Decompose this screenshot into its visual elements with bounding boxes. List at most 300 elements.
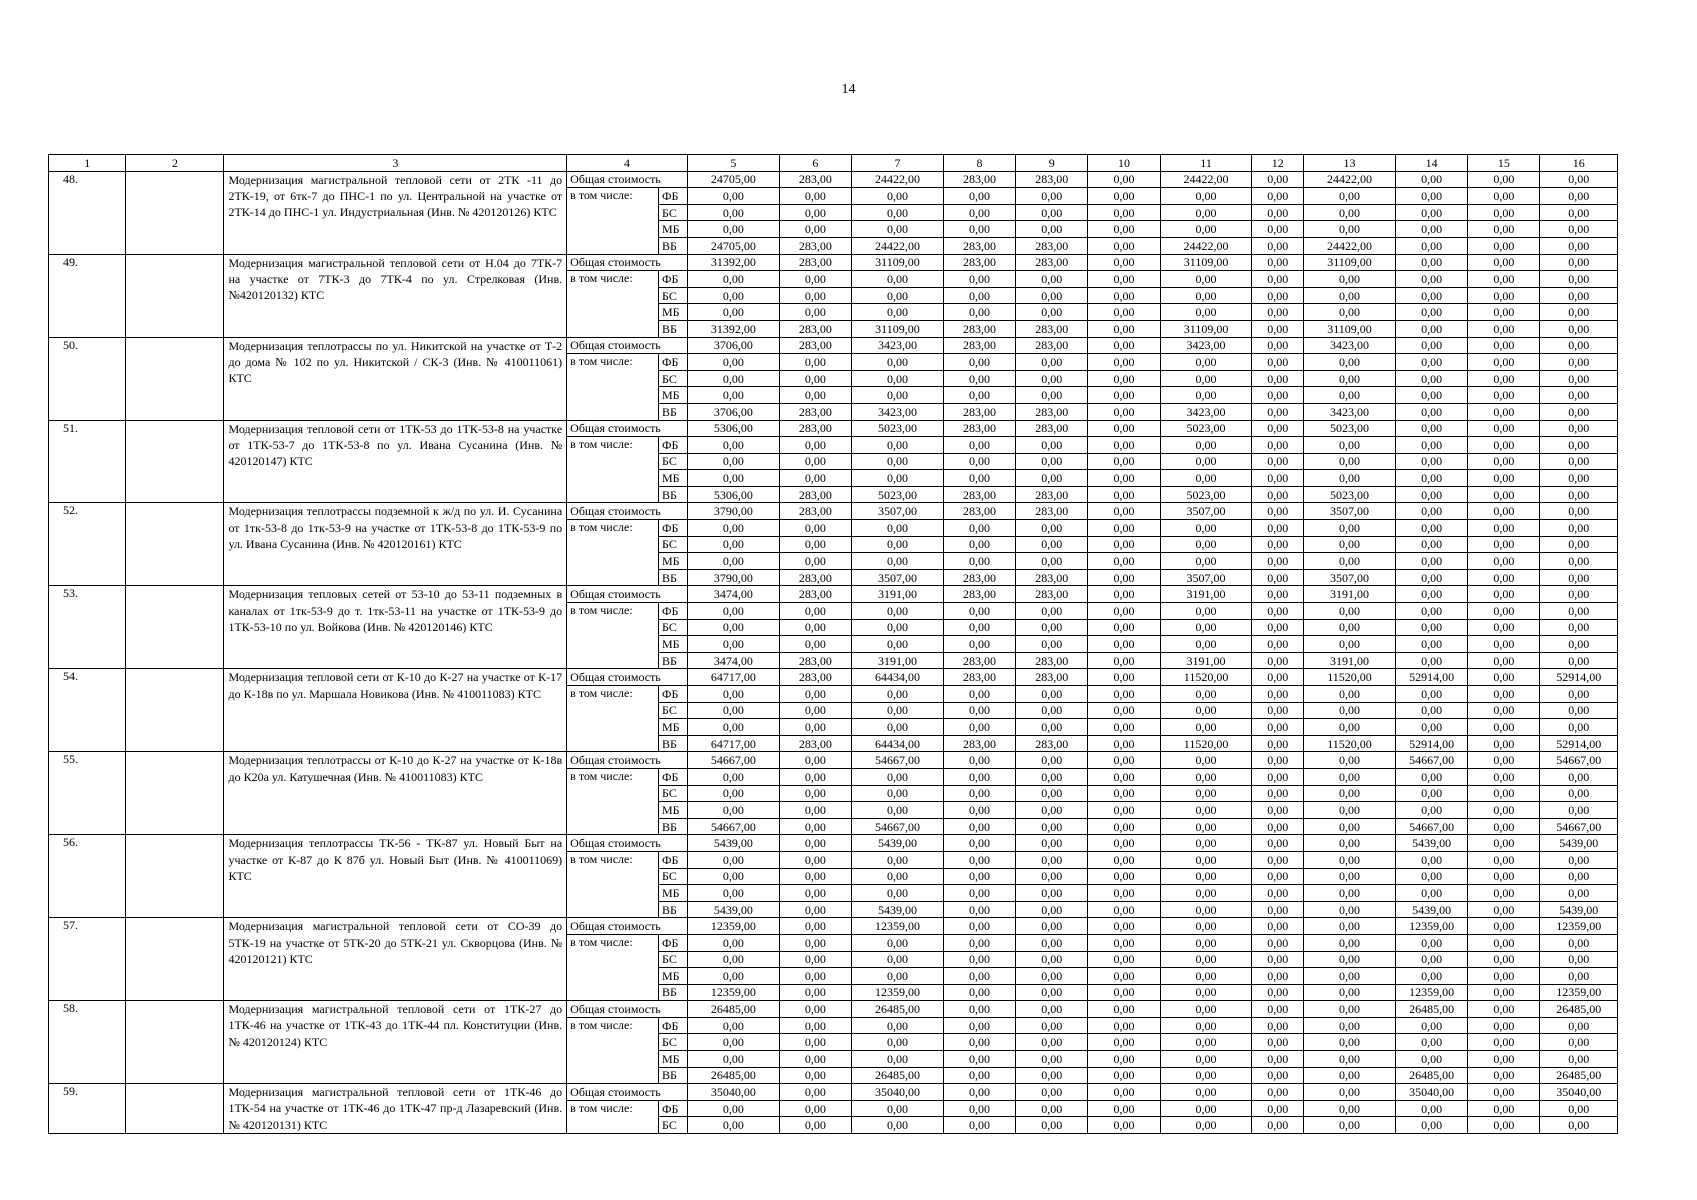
value-cell: 5439,00 bbox=[852, 835, 944, 852]
value-cell: 0,00 bbox=[1252, 437, 1304, 454]
value-cell: 0,00 bbox=[1540, 304, 1618, 321]
value-cell: 0,00 bbox=[1016, 1051, 1088, 1068]
value-cell: 0,00 bbox=[852, 453, 944, 470]
value-cell: 12359,00 bbox=[687, 918, 779, 935]
value-cell: 0,00 bbox=[1304, 918, 1396, 935]
value-cell: 0,00 bbox=[1540, 1017, 1618, 1034]
value-cell: 0,00 bbox=[687, 470, 779, 487]
value-cell: 0,00 bbox=[1252, 1084, 1304, 1101]
value-cell: 0,00 bbox=[779, 370, 851, 387]
value-cell: 0,00 bbox=[1540, 885, 1618, 902]
value-cell: 3423,00 bbox=[1160, 403, 1252, 420]
funding-source-label: ФБ bbox=[659, 271, 688, 288]
value-cell: 0,00 bbox=[1016, 453, 1088, 470]
value-cell: 0,00 bbox=[1395, 304, 1467, 321]
value-cell: 0,00 bbox=[1304, 636, 1396, 653]
value-cell: 0,00 bbox=[1468, 669, 1540, 686]
value-cell: 0,00 bbox=[1252, 486, 1304, 503]
value-cell: 0,00 bbox=[1540, 204, 1618, 221]
value-cell: 0,00 bbox=[1540, 951, 1618, 968]
value-cell: 0,00 bbox=[1540, 387, 1618, 404]
value-cell: 0,00 bbox=[1252, 553, 1304, 570]
value-cell: 0,00 bbox=[1088, 951, 1160, 968]
value-cell: 0,00 bbox=[779, 686, 851, 703]
value-cell: 0,00 bbox=[852, 437, 944, 454]
value-cell: 0,00 bbox=[1468, 1001, 1540, 1018]
value-cell: 283,00 bbox=[943, 403, 1015, 420]
value-cell: 26485,00 bbox=[852, 1001, 944, 1018]
row-index: 58. bbox=[49, 1001, 126, 1084]
value-cell: 0,00 bbox=[1088, 221, 1160, 238]
value-cell: 0,00 bbox=[1304, 188, 1396, 205]
value-cell: 11520,00 bbox=[1160, 669, 1252, 686]
value-cell: 0,00 bbox=[1468, 420, 1540, 437]
value-cell: 283,00 bbox=[1016, 503, 1088, 520]
value-cell: 0,00 bbox=[1016, 354, 1088, 371]
value-cell: 0,00 bbox=[1468, 885, 1540, 902]
total-cost-label: Общая стоимость bbox=[567, 337, 688, 354]
value-cell: 0,00 bbox=[1160, 752, 1252, 769]
value-cell: 0,00 bbox=[1252, 636, 1304, 653]
value-cell: 0,00 bbox=[1088, 171, 1160, 188]
value-cell: 0,00 bbox=[1088, 271, 1160, 288]
table-row bbox=[49, 586, 1618, 603]
value-cell: 11520,00 bbox=[1160, 735, 1252, 752]
value-cell: 0,00 bbox=[1468, 1051, 1540, 1068]
value-cell: 0,00 bbox=[1160, 370, 1252, 387]
value-cell: 0,00 bbox=[1395, 1051, 1467, 1068]
value-cell: 0,00 bbox=[1468, 171, 1540, 188]
funding-source-label: ВБ bbox=[659, 984, 688, 1001]
value-cell: 0,00 bbox=[1160, 536, 1252, 553]
value-cell: 0,00 bbox=[1160, 1017, 1252, 1034]
value-cell: 0,00 bbox=[1540, 652, 1618, 669]
value-cell: 31109,00 bbox=[852, 254, 944, 271]
funding-source-label: БС bbox=[659, 370, 688, 387]
value-cell: 0,00 bbox=[1468, 735, 1540, 752]
value-cell: 0,00 bbox=[1540, 719, 1618, 736]
value-cell: 31109,00 bbox=[1160, 320, 1252, 337]
header-cell: 10 bbox=[1088, 155, 1160, 172]
including-label: в том числе: bbox=[567, 271, 659, 337]
row-description: Модернизация теплотрассы от К-10 до К-27 на участке от К-18в до К20а ул. Катушечная (Инв. № 410011083) КТС bbox=[224, 752, 567, 835]
funding-source-label: БС bbox=[659, 204, 688, 221]
value-cell: 0,00 bbox=[943, 553, 1015, 570]
value-cell: 0,00 bbox=[852, 686, 944, 703]
value-cell: 0,00 bbox=[1304, 304, 1396, 321]
value-cell: 5439,00 bbox=[1540, 901, 1618, 918]
value-cell: 0,00 bbox=[1088, 337, 1160, 354]
value-cell: 0,00 bbox=[1304, 951, 1396, 968]
funding-source-label: МБ bbox=[659, 470, 688, 487]
total-cost-label: Общая стоимость bbox=[567, 420, 688, 437]
value-cell: 0,00 bbox=[687, 553, 779, 570]
table-row bbox=[49, 1001, 1618, 1018]
row-description: Модернизация тепловой сети от К-10 до К-27 на участке от К-17 до К-18в по ул. Маршала Новикова (Инв. № 410011083) КТС bbox=[224, 669, 567, 752]
value-cell: 0,00 bbox=[1395, 520, 1467, 537]
value-cell: 283,00 bbox=[1016, 403, 1088, 420]
value-cell: 0,00 bbox=[852, 802, 944, 819]
funding-source-label: БС bbox=[659, 951, 688, 968]
value-cell: 0,00 bbox=[1304, 437, 1396, 454]
value-cell: 0,00 bbox=[1540, 287, 1618, 304]
row-index: 56. bbox=[49, 835, 126, 918]
value-cell: 0,00 bbox=[852, 719, 944, 736]
value-cell: 283,00 bbox=[779, 254, 851, 271]
value-cell: 0,00 bbox=[943, 619, 1015, 636]
value-cell: 0,00 bbox=[779, 553, 851, 570]
value-cell: 0,00 bbox=[1252, 951, 1304, 968]
value-cell: 0,00 bbox=[943, 603, 1015, 620]
value-cell: 0,00 bbox=[1160, 702, 1252, 719]
value-cell: 0,00 bbox=[943, 802, 1015, 819]
value-cell: 0,00 bbox=[687, 603, 779, 620]
value-cell: 0,00 bbox=[852, 1117, 944, 1134]
value-cell: 0,00 bbox=[1016, 536, 1088, 553]
value-cell: 0,00 bbox=[779, 702, 851, 719]
funding-source-label: ФБ bbox=[659, 1100, 688, 1117]
value-cell: 0,00 bbox=[779, 835, 851, 852]
value-cell: 283,00 bbox=[943, 420, 1015, 437]
empty-cell bbox=[126, 918, 224, 1001]
value-cell: 0,00 bbox=[1160, 204, 1252, 221]
value-cell: 0,00 bbox=[779, 287, 851, 304]
value-cell: 3191,00 bbox=[852, 586, 944, 603]
value-cell: 0,00 bbox=[1088, 1100, 1160, 1117]
value-cell: 3474,00 bbox=[687, 652, 779, 669]
value-cell: 0,00 bbox=[943, 1001, 1015, 1018]
value-cell: 0,00 bbox=[1540, 437, 1618, 454]
header-cell: 5 bbox=[687, 155, 779, 172]
value-cell: 0,00 bbox=[1160, 1084, 1252, 1101]
value-cell: 3423,00 bbox=[1304, 337, 1396, 354]
value-cell: 0,00 bbox=[1088, 486, 1160, 503]
value-cell: 0,00 bbox=[1468, 569, 1540, 586]
value-cell: 0,00 bbox=[779, 221, 851, 238]
value-cell: 0,00 bbox=[943, 271, 1015, 288]
value-cell: 5439,00 bbox=[687, 835, 779, 852]
value-cell: 0,00 bbox=[1088, 304, 1160, 321]
value-cell: 0,00 bbox=[779, 901, 851, 918]
funding-source-label: ФБ bbox=[659, 1017, 688, 1034]
value-cell: 0,00 bbox=[1395, 619, 1467, 636]
value-cell: 0,00 bbox=[1016, 818, 1088, 835]
value-cell: 0,00 bbox=[943, 785, 1015, 802]
value-cell: 283,00 bbox=[943, 586, 1015, 603]
value-cell: 0,00 bbox=[687, 934, 779, 951]
value-cell: 0,00 bbox=[943, 686, 1015, 703]
value-cell: 0,00 bbox=[1468, 503, 1540, 520]
value-cell: 0,00 bbox=[1016, 470, 1088, 487]
value-cell: 0,00 bbox=[852, 1051, 944, 1068]
value-cell: 0,00 bbox=[1252, 735, 1304, 752]
value-cell: 0,00 bbox=[1395, 1117, 1467, 1134]
value-cell: 24422,00 bbox=[1304, 171, 1396, 188]
value-cell: 283,00 bbox=[1016, 486, 1088, 503]
value-cell: 54667,00 bbox=[687, 752, 779, 769]
value-cell: 0,00 bbox=[1252, 1100, 1304, 1117]
value-cell: 0,00 bbox=[1016, 719, 1088, 736]
value-cell: 0,00 bbox=[1468, 287, 1540, 304]
including-label: в том числе: bbox=[567, 686, 659, 752]
header-cell: 12 bbox=[1252, 155, 1304, 172]
value-cell: 283,00 bbox=[1016, 669, 1088, 686]
funding-source-label: ФБ bbox=[659, 437, 688, 454]
value-cell: 0,00 bbox=[1540, 271, 1618, 288]
value-cell: 0,00 bbox=[1160, 835, 1252, 852]
value-cell: 0,00 bbox=[1160, 1051, 1252, 1068]
value-cell: 0,00 bbox=[1540, 520, 1618, 537]
value-cell: 0,00 bbox=[1088, 752, 1160, 769]
value-cell: 0,00 bbox=[852, 768, 944, 785]
value-cell: 0,00 bbox=[1304, 901, 1396, 918]
value-cell: 0,00 bbox=[1252, 1051, 1304, 1068]
value-cell: 0,00 bbox=[1088, 403, 1160, 420]
value-cell: 283,00 bbox=[1016, 254, 1088, 271]
value-cell: 64434,00 bbox=[852, 735, 944, 752]
row-description: Модернизация теплотрассы ТК-56 - ТК-87 ул. Новый Быт на участке от К-87 до К 87б ул. Новый Быт (Инв. № 410011069) КТС bbox=[224, 835, 567, 918]
value-cell: 31392,00 bbox=[687, 254, 779, 271]
value-cell: 283,00 bbox=[1016, 569, 1088, 586]
value-cell: 0,00 bbox=[1540, 337, 1618, 354]
value-cell: 0,00 bbox=[1088, 1067, 1160, 1084]
value-cell: 3423,00 bbox=[852, 337, 944, 354]
value-cell: 0,00 bbox=[1468, 918, 1540, 935]
value-cell: 0,00 bbox=[1016, 553, 1088, 570]
value-cell: 0,00 bbox=[687, 1017, 779, 1034]
value-cell: 0,00 bbox=[943, 1017, 1015, 1034]
row-description: Модернизация магистральной тепловой сети от 2ТК -11 до 2ТК-19, от 6тк-7 до ПНС-1 по ул. Центральной на участке от 2ТК-14 до ПНС-1 ул. Индустриальная (Инв. № 420120126) КТС bbox=[224, 171, 567, 254]
header-cell: 9 bbox=[1016, 155, 1088, 172]
value-cell: 0,00 bbox=[1016, 520, 1088, 537]
value-cell: 26485,00 bbox=[1540, 1067, 1618, 1084]
value-cell: 0,00 bbox=[687, 520, 779, 537]
including-label: в том числе: bbox=[567, 1100, 659, 1133]
value-cell: 0,00 bbox=[1304, 387, 1396, 404]
value-cell: 0,00 bbox=[943, 304, 1015, 321]
value-cell: 0,00 bbox=[1088, 934, 1160, 951]
value-cell: 0,00 bbox=[779, 354, 851, 371]
value-cell: 283,00 bbox=[943, 669, 1015, 686]
value-cell: 0,00 bbox=[1160, 470, 1252, 487]
value-cell: 0,00 bbox=[1395, 486, 1467, 503]
value-cell: 0,00 bbox=[1016, 885, 1088, 902]
header-cell: 15 bbox=[1468, 155, 1540, 172]
value-cell: 283,00 bbox=[1016, 237, 1088, 254]
value-cell: 0,00 bbox=[943, 1067, 1015, 1084]
value-cell: 0,00 bbox=[1468, 237, 1540, 254]
value-cell: 0,00 bbox=[1304, 1034, 1396, 1051]
value-cell: 0,00 bbox=[1468, 1117, 1540, 1134]
value-cell: 5439,00 bbox=[1395, 835, 1467, 852]
value-cell: 0,00 bbox=[1252, 221, 1304, 238]
value-cell: 24422,00 bbox=[1304, 237, 1396, 254]
funding-source-label: ФБ bbox=[659, 934, 688, 951]
value-cell: 0,00 bbox=[1252, 171, 1304, 188]
value-cell: 0,00 bbox=[852, 354, 944, 371]
value-cell: 0,00 bbox=[1468, 719, 1540, 736]
value-cell: 0,00 bbox=[1395, 287, 1467, 304]
value-cell: 5439,00 bbox=[1395, 901, 1467, 918]
value-cell: 52914,00 bbox=[1395, 669, 1467, 686]
value-cell: 0,00 bbox=[1016, 686, 1088, 703]
value-cell: 0,00 bbox=[1016, 221, 1088, 238]
value-cell: 283,00 bbox=[943, 735, 1015, 752]
value-cell: 0,00 bbox=[852, 603, 944, 620]
funding-source-label: ВБ bbox=[659, 320, 688, 337]
empty-cell bbox=[126, 1001, 224, 1084]
value-cell: 0,00 bbox=[1016, 603, 1088, 620]
empty-cell bbox=[126, 835, 224, 918]
value-cell: 0,00 bbox=[943, 768, 1015, 785]
value-cell: 0,00 bbox=[1252, 188, 1304, 205]
value-cell: 0,00 bbox=[687, 1117, 779, 1134]
row-description: Модернизация магистральной тепловой сети от Н.04 до 7ТК-7 на участке от 7ТК-3 до 7ТК-4 по ул. Стрелковая (Инв. №420120132) КТС bbox=[224, 254, 567, 337]
value-cell: 0,00 bbox=[943, 835, 1015, 852]
value-cell: 0,00 bbox=[1252, 586, 1304, 603]
value-cell: 0,00 bbox=[1088, 354, 1160, 371]
value-cell: 5023,00 bbox=[852, 486, 944, 503]
value-cell: 283,00 bbox=[779, 569, 851, 586]
row-description: Модернизация магистральной тепловой сети от СО-39 до 5ТК-19 на участке от 5ТК-20 до 5ТК-21 ул. Скворцова (Инв. № 420120121) КТС bbox=[224, 918, 567, 1001]
value-cell: 0,00 bbox=[1088, 204, 1160, 221]
value-cell: 283,00 bbox=[1016, 320, 1088, 337]
value-cell: 0,00 bbox=[1088, 536, 1160, 553]
funding-source-label: ВБ bbox=[659, 818, 688, 835]
value-cell: 0,00 bbox=[1160, 984, 1252, 1001]
empty-cell bbox=[126, 171, 224, 254]
value-cell: 0,00 bbox=[1252, 304, 1304, 321]
value-cell: 0,00 bbox=[1540, 470, 1618, 487]
value-cell: 0,00 bbox=[1304, 1084, 1396, 1101]
funding-source-label: МБ bbox=[659, 553, 688, 570]
value-cell: 0,00 bbox=[1468, 984, 1540, 1001]
value-cell: 0,00 bbox=[779, 1051, 851, 1068]
value-cell: 0,00 bbox=[779, 1001, 851, 1018]
value-cell: 0,00 bbox=[1468, 752, 1540, 769]
value-cell: 0,00 bbox=[1304, 619, 1396, 636]
value-cell: 283,00 bbox=[1016, 586, 1088, 603]
value-cell: 0,00 bbox=[1160, 785, 1252, 802]
value-cell: 0,00 bbox=[779, 1067, 851, 1084]
value-cell: 0,00 bbox=[1252, 1001, 1304, 1018]
value-cell: 0,00 bbox=[1088, 387, 1160, 404]
value-cell: 26485,00 bbox=[687, 1001, 779, 1018]
value-cell: 0,00 bbox=[1252, 802, 1304, 819]
value-cell: 0,00 bbox=[779, 1084, 851, 1101]
table-row bbox=[49, 254, 1618, 271]
value-cell: 0,00 bbox=[1088, 470, 1160, 487]
value-cell: 54667,00 bbox=[1540, 752, 1618, 769]
value-cell: 0,00 bbox=[1252, 503, 1304, 520]
value-cell: 283,00 bbox=[943, 503, 1015, 520]
table-row bbox=[49, 1084, 1618, 1101]
value-cell: 26485,00 bbox=[1540, 1001, 1618, 1018]
value-cell: 0,00 bbox=[1540, 171, 1618, 188]
value-cell: 35040,00 bbox=[852, 1084, 944, 1101]
value-cell: 0,00 bbox=[1016, 437, 1088, 454]
budget-table bbox=[48, 154, 1618, 1134]
value-cell: 64717,00 bbox=[687, 735, 779, 752]
total-cost-label: Общая стоимость bbox=[567, 586, 688, 603]
value-cell: 0,00 bbox=[1395, 387, 1467, 404]
value-cell: 5439,00 bbox=[1540, 835, 1618, 852]
funding-source-label: ВБ bbox=[659, 237, 688, 254]
value-cell: 0,00 bbox=[687, 1051, 779, 1068]
value-cell: 24705,00 bbox=[687, 237, 779, 254]
value-cell: 0,00 bbox=[1468, 785, 1540, 802]
value-cell: 0,00 bbox=[1088, 453, 1160, 470]
value-cell: 0,00 bbox=[1016, 188, 1088, 205]
value-cell: 0,00 bbox=[1016, 204, 1088, 221]
value-cell: 0,00 bbox=[1304, 520, 1396, 537]
value-cell: 0,00 bbox=[1304, 1017, 1396, 1034]
row-index: 50. bbox=[49, 337, 126, 420]
value-cell: 0,00 bbox=[779, 768, 851, 785]
value-cell: 3507,00 bbox=[852, 503, 944, 520]
value-cell: 3191,00 bbox=[1304, 586, 1396, 603]
value-cell: 0,00 bbox=[1252, 520, 1304, 537]
value-cell: 3790,00 bbox=[687, 503, 779, 520]
value-cell: 0,00 bbox=[1540, 785, 1618, 802]
value-cell: 0,00 bbox=[1160, 802, 1252, 819]
value-cell: 0,00 bbox=[943, 951, 1015, 968]
value-cell: 0,00 bbox=[852, 619, 944, 636]
total-cost-label: Общая стоимость bbox=[567, 669, 688, 686]
value-cell: 0,00 bbox=[1088, 785, 1160, 802]
value-cell: 0,00 bbox=[779, 719, 851, 736]
value-cell: 0,00 bbox=[943, 188, 1015, 205]
value-cell: 283,00 bbox=[779, 652, 851, 669]
value-cell: 0,00 bbox=[1395, 1100, 1467, 1117]
value-cell: 0,00 bbox=[1088, 984, 1160, 1001]
value-cell: 0,00 bbox=[1088, 768, 1160, 785]
empty-cell bbox=[126, 420, 224, 503]
value-cell: 0,00 bbox=[1304, 968, 1396, 985]
page-number: 14 bbox=[841, 82, 856, 97]
value-cell: 0,00 bbox=[852, 271, 944, 288]
value-cell: 0,00 bbox=[1252, 403, 1304, 420]
value-cell: 0,00 bbox=[1252, 569, 1304, 586]
value-cell: 0,00 bbox=[1252, 237, 1304, 254]
value-cell: 5023,00 bbox=[1304, 486, 1396, 503]
value-cell: 0,00 bbox=[1016, 1067, 1088, 1084]
value-cell: 283,00 bbox=[779, 337, 851, 354]
value-cell: 0,00 bbox=[1088, 1117, 1160, 1134]
value-cell: 0,00 bbox=[1468, 1084, 1540, 1101]
value-cell: 0,00 bbox=[852, 204, 944, 221]
value-cell: 0,00 bbox=[687, 271, 779, 288]
value-cell: 26485,00 bbox=[852, 1067, 944, 1084]
value-cell: 0,00 bbox=[1252, 686, 1304, 703]
value-cell: 0,00 bbox=[1395, 968, 1467, 985]
value-cell: 54667,00 bbox=[852, 818, 944, 835]
value-cell: 0,00 bbox=[779, 636, 851, 653]
header-cell: 13 bbox=[1304, 155, 1396, 172]
value-cell: 3507,00 bbox=[1160, 569, 1252, 586]
value-cell: 0,00 bbox=[1540, 320, 1618, 337]
value-cell: 0,00 bbox=[779, 818, 851, 835]
value-cell: 0,00 bbox=[1304, 204, 1396, 221]
funding-source-label: МБ bbox=[659, 636, 688, 653]
total-cost-label: Общая стоимость bbox=[567, 1084, 688, 1101]
value-cell: 0,00 bbox=[1160, 868, 1252, 885]
value-cell: 0,00 bbox=[1160, 918, 1252, 935]
value-cell: 0,00 bbox=[852, 1034, 944, 1051]
value-cell: 5023,00 bbox=[1304, 420, 1396, 437]
table-row bbox=[49, 337, 1618, 354]
value-cell: 0,00 bbox=[687, 719, 779, 736]
